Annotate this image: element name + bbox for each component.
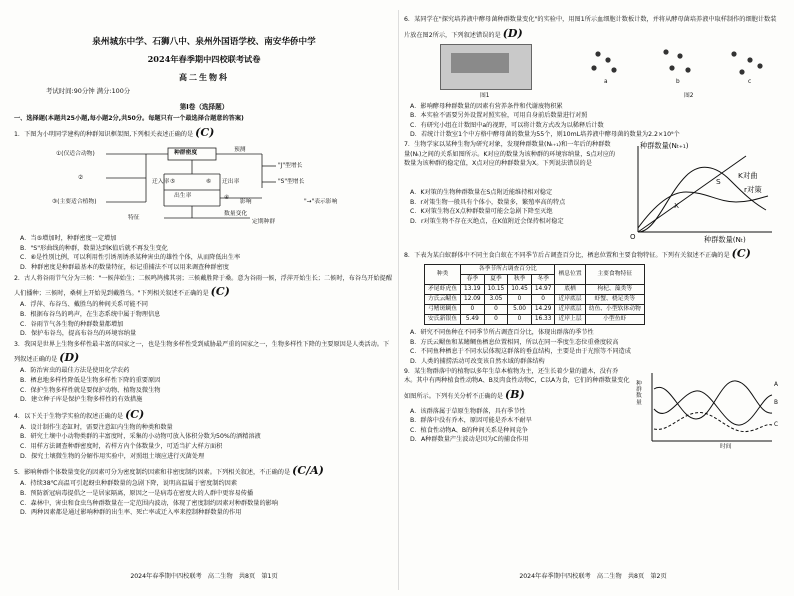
handwritten-answer: (C) [195,126,215,140]
q3-option-b: B．栖息地多样性降低是生物多样性下降的重要原因 [20,377,161,384]
question-stem: 6．某同学在"探究培养液中酵母菌种群数量变化"的实验中，用图1所示血细胞计数板计数，并将从酵母菌培养液中取样制作的细胞计数装片放在图2所示，下列叙述错误的是 [404,16,777,39]
question-5 [14,462,394,479]
fish-name: 弓鳍斑鲷鱼 [425,305,461,315]
table-cell: 14.29 [531,305,555,315]
chamber-grid-image [451,53,509,73]
q2-option-b: B．根据布谷鸟的鸣声，在生态系统中属于物理信息 [20,310,161,318]
chart-q9-label-b: B [774,399,778,406]
question-stem: 3．我国是世界上生物多样性最丰富的国家之一，也是生物多样性受到威胁最严重的国家之一，生物多样性下降的主要原因是人类活动。下列叙述正确的是 [14,340,390,364]
node-emigration: 迁出率 [222,179,240,186]
exam-page-2 [404,14,782,584]
q1-option-b: B．"S"形曲线的种群，数量达到K值后就不再发生变化 [20,244,168,252]
question-stem: 9．某生物群落中的植物以多年生草本植物为主，还生长着少量的灌木，没有乔木。其中有两种植食性动物A、B及肉食性动物C，C以A为食，它们的种群数量变化如图所示。下列有关分析不正确的是 [404,367,630,400]
q4-option-b: B．研究土壤中小动物类群的丰富度时，采集的小动物可放入体积分数为50%的酒精溶液 [20,433,261,441]
table-cell: 12.09 [461,295,485,305]
chart-q9-xlabel: 时间 [720,443,732,450]
table-row [425,285,645,295]
question-4 [14,406,394,423]
question-9 [404,367,630,403]
season-autumn: 秋季 [508,275,532,285]
chart-q9-ylabel: 种群数量 [636,380,642,406]
q5-option-d: D．两种因素都是通过影响种群的出生率、死亡率或迁入率来控制种群数量的作用 [20,509,242,517]
node-1: ①(仅适合动物) [56,151,95,158]
chart-q9-label-c: C [774,421,779,428]
question-6 [404,15,782,42]
chart-q7-ylabel: 种群数量(Nₜ₊₁) [640,141,689,151]
q7-options [404,188,618,226]
table-cell: 3.05 [484,295,508,305]
node-j-growth: "J"型增长 [278,163,303,170]
table-cell: 13.19 [461,285,485,295]
table-cell: 近岸底层 [555,295,585,305]
season-spring: 春季 [461,275,485,285]
chart-q7-k-label: K对曲 [738,171,758,181]
q7-option-a: A．K对策的生物种群数量在S点附近能维持相对稳定 [410,189,553,197]
exam-title: 2024年春季期中四校联考试卷 [147,54,261,65]
q5-option-c: C．森林中，害虫和食虫鸟种群数量在一定范围内波动，体现了密度制约因素对种群数量的影响 [20,499,279,507]
q1-option-a: A．当⑤增加时，种群密度一定增加 [20,235,117,243]
q7-option-b: B．r对策生物一般具有个体小，数量多，繁殖率高的特点 [410,198,566,206]
page-divider [398,10,399,590]
q9-option-b: B．群落中没有乔木，原因可能是乔木不耐旱 [410,417,532,425]
q2-option-a: A．浮萍、布谷鸟、戴胜鸟的种间关系可能不同 [20,301,148,309]
q3-option-c: C．保护生物多样性就是要保护动物、植物及微生物 [20,386,161,394]
question-3 [14,340,394,367]
question-stem: 2．古人将谷雨节气分为三候："一候萍始生；二候鸣鸠拂其羽；三候戴胜降于桑。意为谷雨一候，浮萍开始生长；二候时，布谷鸟开始提醒人们播种；三候时，桑树上开始见到戴胜鸟。"下列相关叙述不正确的是 [14,274,393,298]
question-stem: 5．影响种群个体数量变化的因素可分为密度制约因素和非密度制约因素。下列相关叙述，不正确的是 [14,469,291,477]
label-fixed-population: 定期种群 [252,219,276,226]
q1-option-c: C．⑥是性别比例，可以利用性引诱剂诱杀某种害虫的雄性个体，从而降低出生率 [20,254,241,262]
chart-q7-origin: O [630,233,636,242]
label-arrow-legend: "→"表示影响 [304,199,338,206]
question-8 [404,245,782,262]
q6-option-b: B．本实验不需要另外设置对照实验，可用自身前后数量进行对照 [410,112,588,120]
label-affect: 影响 [240,199,252,206]
table-cell: 10.15 [484,285,508,295]
q8-option-b: B．方氏云鳚鱼和某鳍鲷鱼栖息位置相同，所以在同一季度生态位重叠度较高 [410,338,619,346]
table-cell: 0 [484,305,508,315]
table-cell: 0 [461,305,485,315]
population-concept-diagram [14,144,394,232]
handwritten-answer: (C/A) [292,464,324,478]
q9-option-d: D．A种群数量产生波动是因为C的捕食作用 [410,436,529,444]
q2-option-c: C．谷雨节气各生物的种群数量都增加 [20,320,124,328]
table-cell: 5.00 [508,305,532,315]
q8-option-c: C．不同鱼种栖息于不同水层体现这群落的垂直结构，主要是由于光照等不同造成 [410,348,631,356]
q9-option-a: A．该群落属于草原生物群落，具有季节性 [410,407,526,415]
section-title: 第Ⅰ卷（选择题） [179,103,229,112]
q4-option-d: D．探究土壤微生物的分解作用实验中，对照组土壤应进行灭菌处理 [20,452,205,460]
table-cell: 枸杞、藻类等 [585,285,644,295]
table-header-kind: 种类 [425,265,461,285]
node-3: ③(主要适合植物) [52,199,97,206]
table-cell: 近岸底层 [555,305,585,315]
table-cell: 底栖 [555,285,585,295]
q5-option-a: A．持续38℃高温可引起蚜虫种群数量的急剧下降，说明高温属于密度制约因素 [20,480,238,488]
table-row [425,305,645,315]
question-2 [14,274,394,301]
table-q8 [424,264,645,325]
node-6: ⑥ [206,179,212,186]
q6-option-d: D．若统计计数室1个中方格中酵母菌的数量为55个，则10mL培养液中酵母菌的数量为2.2×10⁹个 [410,131,680,139]
node-birth: 出生率 [174,193,192,200]
q8-option-a: A．研究不同鱼种在不同季节所占调查百分比，体现出群落的季节性 [410,329,594,337]
q3-option-d: D．建立种子库是保护生物多样性的有效措施 [20,396,143,404]
chart-q7-reference-line [638,156,746,232]
exam-page-1 [14,14,394,584]
table-cell: 10.45 [508,285,532,295]
table-cell: 0 [484,315,508,325]
label-feature: 特征 [128,215,140,222]
q9-options [404,407,632,445]
q6-option-a: A．影响酵母种群数量的因素有营养条件和代谢废物积累 [410,102,563,110]
chart-q7-x-label: X [674,201,680,211]
chart-q9-series-a [654,381,772,419]
question-stem: 1．下图为小明同学建构的种群知识框架图,下列相关表述正确的是 [14,131,194,139]
table-header-position: 栖息位置 [555,265,585,285]
handwritten-answer: (B) [504,387,525,401]
table-cell: 5.49 [461,315,485,325]
fig1-label: 图1 [480,92,490,99]
q1-option-d: D．种群密度是种群最基本的数量特征，标记重捕法不可以用来调查种群密度 [20,264,229,272]
chart-q7-s-label: S [716,177,721,187]
table-cell: 0 [508,315,532,325]
fig2-c: c [748,78,752,85]
table-cell: 小型鱼虾 [585,315,644,325]
question-1 [14,124,394,141]
chart-q7-r-label: r对策 [744,185,762,195]
table-row [425,315,645,325]
q7-option-d: D．r对策生物不存在灭绝点，在K值附近会保持相对稳定 [410,217,564,225]
fish-name: 矛尾虾虎鱼 [425,285,461,295]
table-header-food: 主要食物特征 [585,265,644,285]
table-cell: 0 [508,295,532,305]
node-immigration: 迁入率 [152,179,170,186]
chart-q9-series-c [654,412,772,431]
q6-option-c: C．有研究小组在计数图中a的视野，可以将计数方式改为以稀释后计数 [410,121,604,129]
table-cell: 近岸上层 [555,315,585,325]
chart-q9-label-a: A [774,381,778,388]
q5-option-b: B．预防新冠病毒提倡之一是居家隔离，原因之一是病毒在密度大的人群中更容易传播 [20,489,254,497]
exam-info: 考试时间:90分钟 满分:100分 [46,87,131,96]
handwritten-answer: (C) [731,247,751,261]
question-9-block [404,367,782,467]
table-cell: 0 [531,295,555,305]
q7-option-c: C．K对策生物在X点种群数量可能会急剧下降至灭绝 [410,208,553,216]
school-line: 泉州城东中学、石狮八中、泉州外国语学校、南安华侨中学 [92,37,316,47]
node-4: ④ [224,195,230,202]
handwritten-answer: (D) [59,351,80,365]
fig2-b: b [676,78,680,85]
page-1-footer: 2024年春季期中四校联考 高二生物 共8页 第1页 [130,573,278,581]
node-2: ② [78,175,84,182]
fish-name: 安氏新银鱼 [425,315,461,325]
table-header-season: 各季节所占调查百分比 [461,265,555,275]
question-stem: 8．下表为某白蚁群体中不同主食白蚁在不同季节后占调查百分比，栖息位置和主要食物特征。下列有关叙述不正确的是 [404,252,730,260]
page-2-footer: 2024年春季期中四校联考 高二生物 共8页 第2页 [519,573,667,581]
table-cell: 幼鱼、小型软体动物 [585,305,644,315]
chart-q7-xlabel: 种群数量(Nₜ) [704,235,746,245]
q3-option-a: A．防治害虫的最佳方法是使用化学农药 [20,367,130,375]
fig2-a: a [604,78,608,85]
season-winter: 冬季 [531,275,555,285]
handwritten-answer: (C) [125,407,145,421]
q2-option-d: D．保护布谷鸟，提高布谷鸟的环境容纳量 [20,330,137,338]
fish-name: 方氏云鳚鱼 [425,295,461,305]
node-density: 种群密度 [174,150,198,157]
chart-q9 [640,369,779,449]
question-stem: 4．以下关于生物学实验的叙述正确的是 [14,412,124,420]
counting-chamber-photo [440,44,532,90]
season-summer: 夏季 [484,275,508,285]
figure-6 [404,42,782,102]
table-row [425,295,645,305]
question-stem: 7．生物学家以某种生物为研究对象，发现种群数量(Nₜ₊₁)和一年后的种群数量(Nₜ)之间的关系如图所示。K对应的数量为该种群的环境容纳量，S点对应的数量为该种群的稳定值，X点对应的种群数量为X。下列说法错误的是 [404,141,616,168]
q4-option-a: A．设计制作生态缸时，需要注意缸内生物的种类和数量 [20,423,173,431]
question-7 [404,140,616,169]
fig2-label: 图2 [684,92,694,99]
section-instructions: 一、选择题(本题共25小题,每小题2分,共50分。每题只有一个最选择合题意的答案) [14,114,244,122]
table-header-row [425,265,645,275]
table-cell: 16.33 [531,315,555,325]
handwritten-answer: (C) [210,285,230,299]
subject-title: 高二生物科 [179,72,229,83]
node-s-growth: "S"型增长 [278,179,305,186]
table-cell: 虾蟹、桡足类等 [585,295,644,305]
table-cell: 14.97 [531,285,555,295]
q9-option-c: C．植食性动物A、B的种间关系是种间竞争 [410,426,528,434]
label-quantity-change: 数量变化 [224,211,248,218]
q4-option-c: C．用样方法调查种群密度时，若样方内个体数量少，可适当扩大样方面积 [20,443,223,451]
question-7-block [404,140,782,244]
node-5: ⑤ [170,179,176,186]
handwritten-answer: (D) [502,26,523,40]
cell-dots [591,49,762,74]
label-predict: 预测 [234,147,246,154]
q8-option-d: D．人类的捕捞活动可改变该自然水域的群落结构 [410,357,545,365]
